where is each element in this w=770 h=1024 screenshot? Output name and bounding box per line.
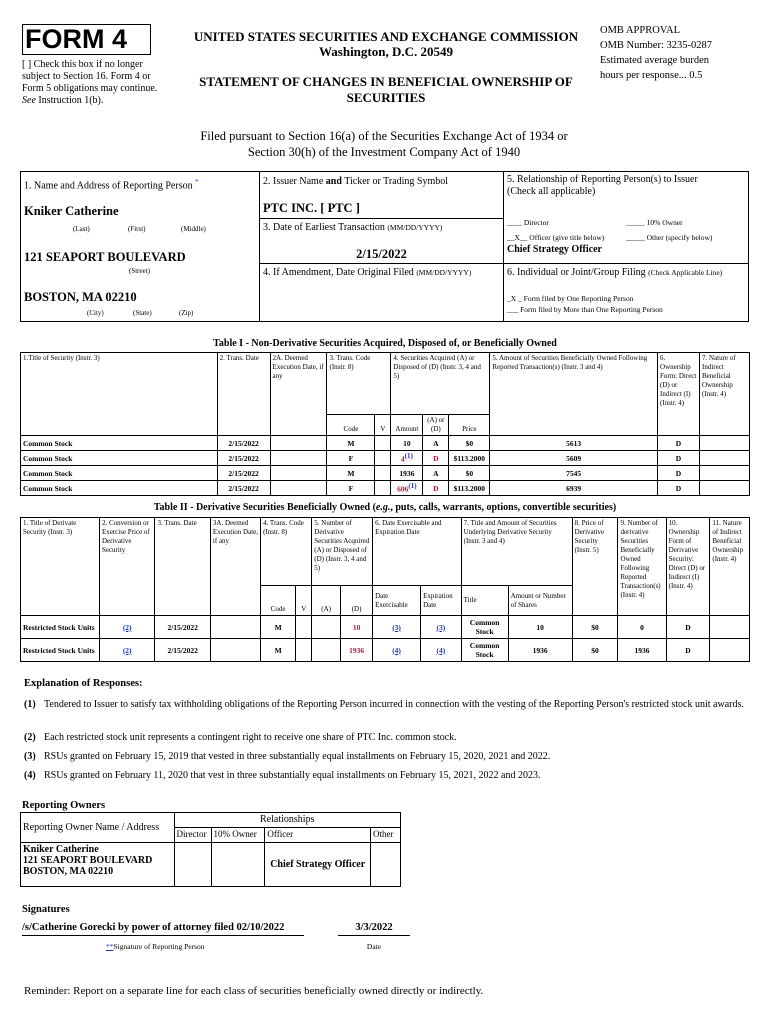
owner-row: Kniker Catherine 121 SEAPORT BOULEVARD BOSTON, MA 02210 Chief Strategy Officer [21, 843, 401, 887]
earliest-transaction-box: 3. Date of Earliest Transaction (MM/DD/YYYY) 2/15/2022 [259, 218, 504, 264]
t2-header-owned: 9. Number of derivative Securities Beneficially Owned Following Reported Transaction(s) (Instr. 4) [618, 518, 666, 616]
t2-header-price: 8. Price of Derivative Security (Instr. 5) [572, 518, 618, 616]
table-row: Restricted Stock Units (2) 2/15/2022 M 10 (3) (3) Common Stock 10 $0 0 D [21, 616, 750, 639]
t2-header-code: 4. Trans. Code (Instr. 8) [261, 518, 312, 586]
footnote-link[interactable]: (1) [408, 482, 417, 491]
check-box-note: [ ] Check this box if no longer subject to Section 16. Form 4 or Form 5 obligations may continue. See Instruction 1(b). [22, 59, 158, 106]
table2: 1. Title of Derivate Security (Instr. 3) 2. Conversion or Exercise Price of Derivative Security 3. Trans. Date 3A. Deemed Execution Date, if any 4. Trans. Code (Instr. 8) 5. Number of Derivative Securities Acquired (A) or Disposed of (D) (Instr. 3, 4 and 5) 6. Date Exercisable and Expiration Date 7. Title and Amount of Securities Underlying Derivative Security (Instr. 3 and 4) 8. Price of Derivative Security (Instr. 5) 9. Number of derivative Securities Beneficially Owned Following Reported Transaction(s) (Instr. 4) 10. Ownership Form of Derivative Security: Direct (D) or Indirect (I) (Instr. 4) 11. Nature of Indirect Beneficial Ownership (Instr. 4) Code V (A) (D) Date Exercisable Expiration Date Title Amount or Number of Shares Restricted Stock Units (2) 2/15/2022 M 10 (3) (3) Common Stock 10 $0 0 D Restricted Stock Units (2) 2/15/2022 M 1936 (4) (4) Common Stock 1936 $0 1936 D [20, 517, 750, 662]
reporting-owners-heading: Reporting Owners [22, 800, 106, 811]
footnote-link[interactable]: ** [106, 942, 114, 951]
t1-header-form: 6. Ownership Form: Direct (D) or Indirect (I) (Instr. 4) [658, 353, 700, 436]
table-row: Common Stock 2/15/2022 M 1936 A $0 7545 D [21, 466, 750, 481]
footnote-link[interactable]: (3) [436, 622, 446, 632]
footnote-item: (1) Tendered to Issuer to satisfy tax withholding obligations of the Reporting Person incurred in connection with the vesting of the Reporting Person's restricted stock unit awards. [24, 699, 744, 710]
city-state-zip: BOSTON, MA 02210 [24, 290, 137, 304]
agency-title: UNITED STATES SECURITIES AND EXCHANGE COMMISSION Washington, D.C. 20549 [193, 29, 579, 59]
form-title: FORM 4 [22, 24, 151, 55]
relationship-box: 5. Relationship of Reporting Person(s) to Issuer (Check all applicable) ____ Director _____ 10% Owner __X__ Officer (give title below) _____ Other (specify below) Chief Strategy Officer [503, 171, 749, 264]
reminder: Reminder: Report on a separate line for each class of securities beneficially owned directly or indirectly. [24, 985, 484, 997]
t1-header-title: 1.Title of Security (Instr. 3) [21, 353, 218, 436]
t2-header-deemed: 3A. Deemed Execution Date, if any [210, 518, 260, 616]
one-person-option: _X _ Form filed by One Reporting Person [507, 294, 634, 303]
multiple-person-option: ___ Form filed by More than One Reporting Person [507, 305, 663, 314]
footnote-link[interactable]: (3) [392, 622, 401, 632]
table-row: Common Stock 2/15/2022 F 4$^{(1)}$ D $113.2000 5609 D [21, 451, 750, 466]
t2-header-title: 1. Title of Derivate Security (Instr. 3) [21, 518, 100, 616]
t1-header-code: 3. Trans. Code (Instr. 8) [327, 353, 391, 415]
officer-checkbox: __X__ Officer (give title below) [507, 233, 605, 242]
reporting-person-box: 1. Name and Address of Reporting Person * Kniker Catherine (Last) (First) (Middle) 121 SEAPORT BOULEVARD (Street) BOSTON, MA 02210 (City) (State) (Zip) [20, 171, 260, 322]
earliest-transaction-date: 2/15/2022 [356, 247, 407, 261]
table-row: Common Stock 2/15/2022 M 10 A $0 5613 D [21, 436, 750, 451]
table-row: Common Stock 2/15/2022 F 606$^{(1)}$ D $113.2000 6939 D [21, 481, 750, 496]
issuer-name: PTC INC. [ PTC ] [263, 201, 360, 215]
t2-header-number: 5. Number of Derivative Securities Acquired (A) or Disposed of (D) (Instr. 3, 4 and 5) [312, 518, 373, 586]
signature-label: **Signature of Reporting Person [106, 942, 205, 951]
footnote-item: (2) Each restricted stock unit represents a contingent right to receive one share of PTC Inc. common stock. [24, 732, 457, 743]
street-address: 121 SEAPORT BOULEVARD [24, 250, 186, 264]
reporting-person-name: Kniker Catherine [24, 204, 119, 218]
table1: 1.Title of Security (Instr. 3) 2. Trans. Date 2A. Deemed Execution Date, if any 3. Trans. Code (Instr. 8) 4. Securities Acquired (A) or Disposed of (D) (Instr. 3, 4 and 5) 5. Amount of Securities Beneficially Owned Following Reported Transaction(s) (Instr. 3 and 4) 6. Ownership Form: Direct (D) or Indirect (I) (Instr. 4) 7. Nature of Indirect Beneficial Ownership (Instr. 4) Code V Amount (A) or (D) Price Common Stock 2/15/2022 M 10 A $0 5613 D Common Stock 2/15/2022 F 4$^{(1)}$ D $113.2000 5609 D Common Stock 2/15/2022 M 1936 A $0 7545 D Common Stock 2/15/2022 F 606$^{(1)}$ D $113.2000 6939 D [20, 352, 750, 496]
t1-header-date: 2. Trans. Date [217, 353, 270, 436]
t1-header-owned: 5. Amount of Securities Beneficially Owned Following Reported Transaction(s) (Instr. 3 and 4) [490, 353, 658, 436]
filed-pursuant: Filed pursuant to Section 16(a) of the Securities Exchange Act of 1934 or Section 30(h) of the Investment Company Act of 1940 [200, 129, 568, 159]
other-checkbox: _____ Other (specify below) [626, 233, 713, 242]
filing-type-box: 6. Individual or Joint/Group Filing (Check Applicable Line) _X _ Form filed by One Reporting Person ___ Form filed by More than One Reporting Person [503, 263, 749, 322]
table-row: Restricted Stock Units (2) 2/15/2022 M 1936 (4) (4) Common Stock 1936 $0 1936 D [21, 639, 750, 662]
explanation-heading: Explanation of Responses: [24, 678, 143, 689]
signatures-heading: Signatures [22, 904, 70, 915]
t1-header-acquired: 4. Securities Acquired (A) or Disposed of (D) (Instr. 3, 4 and 5) [391, 353, 490, 415]
table1-caption: Table I - Non-Derivative Securities Acquired, Disposed of, or Beneficially Owned [213, 338, 557, 349]
t2-header-underlying: 7. Title and Amount of Securities Underlying Derivative Security (Instr. 3 and 4) [461, 518, 572, 586]
footnote-item: (3) RSUs granted on February 15, 2019 that vested in three substantially equal installments on February 15, 2020, 2021 and 2022. [24, 751, 551, 762]
t2-header-form: 10. Ownership Form of Derivative Security: Direct (D) or Indirect (I) (Instr. 4) [666, 518, 710, 616]
t1-header-nature: 7. Nature of Indirect Beneficial Ownership (Instr. 4) [699, 353, 749, 436]
t2-header-nature: 11. Nature of Indirect Beneficial Ownership (Instr. 4) [710, 518, 750, 616]
amendment-box: 4. If Amendment, Date Original Filed (MM/DD/YYYY) [259, 263, 504, 322]
t2-header-date: 3. Trans. Date [155, 518, 210, 616]
issuer-box: 2. Issuer Name and Ticker or Trading Symbol PTC INC. [ PTC ] [259, 171, 504, 219]
footnote-item: (4) RSUs granted on February 11, 2020 that vest in three substantially equal installments on February 15, 2021, 2022 and 2023. [24, 770, 541, 781]
signature-date: 3/3/2022 [338, 922, 410, 936]
footnote-link[interactable]: * [195, 178, 199, 186]
footnote-link[interactable]: (1) [404, 452, 413, 461]
officer-title: Chief Strategy Officer [507, 244, 602, 255]
footnote-link[interactable]: (4) [392, 645, 401, 655]
director-checkbox: ____ Director [507, 218, 549, 227]
omb-approval: OMB APPROVAL OMB Number: 3235-0287 Estimated average burden hours per response... 0.5 [600, 25, 712, 81]
signature-line: /s/Catherine Gorecki by power of attorney filed 02/10/2022 [22, 922, 304, 936]
statement-title: STATEMENT OF CHANGES IN BENEFICIAL OWNERSHIP OF SECURITIES [199, 74, 573, 105]
t1-header-deemed: 2A. Deemed Execution Date, if any [270, 353, 327, 436]
footnote-link[interactable]: (2) [122, 622, 132, 632]
ten-pct-owner-checkbox: _____ 10% Owner [626, 218, 683, 227]
date-label: Date [366, 942, 382, 951]
reporting-owners-table: Reporting Owner Name / Address Relationships Director 10% Owner Officer Other Kniker Catherine 121 SEAPORT BOULEVARD BOSTON, MA 02210 Chief Strategy Officer [20, 812, 401, 887]
footnote-link[interactable]: (4) [436, 645, 446, 655]
t2-header-conversion: 2. Conversion or Exercise Price of Derivative Security [99, 518, 154, 616]
footnote-link[interactable]: (2) [122, 645, 132, 655]
table2-caption: Table II - Derivative Securities Beneficially Owned (e.g., puts, calls, warrants, options, convertible securities) [153, 502, 617, 513]
t2-header-exercisable: 6. Date Exercisable and Expiration Date [373, 518, 462, 586]
